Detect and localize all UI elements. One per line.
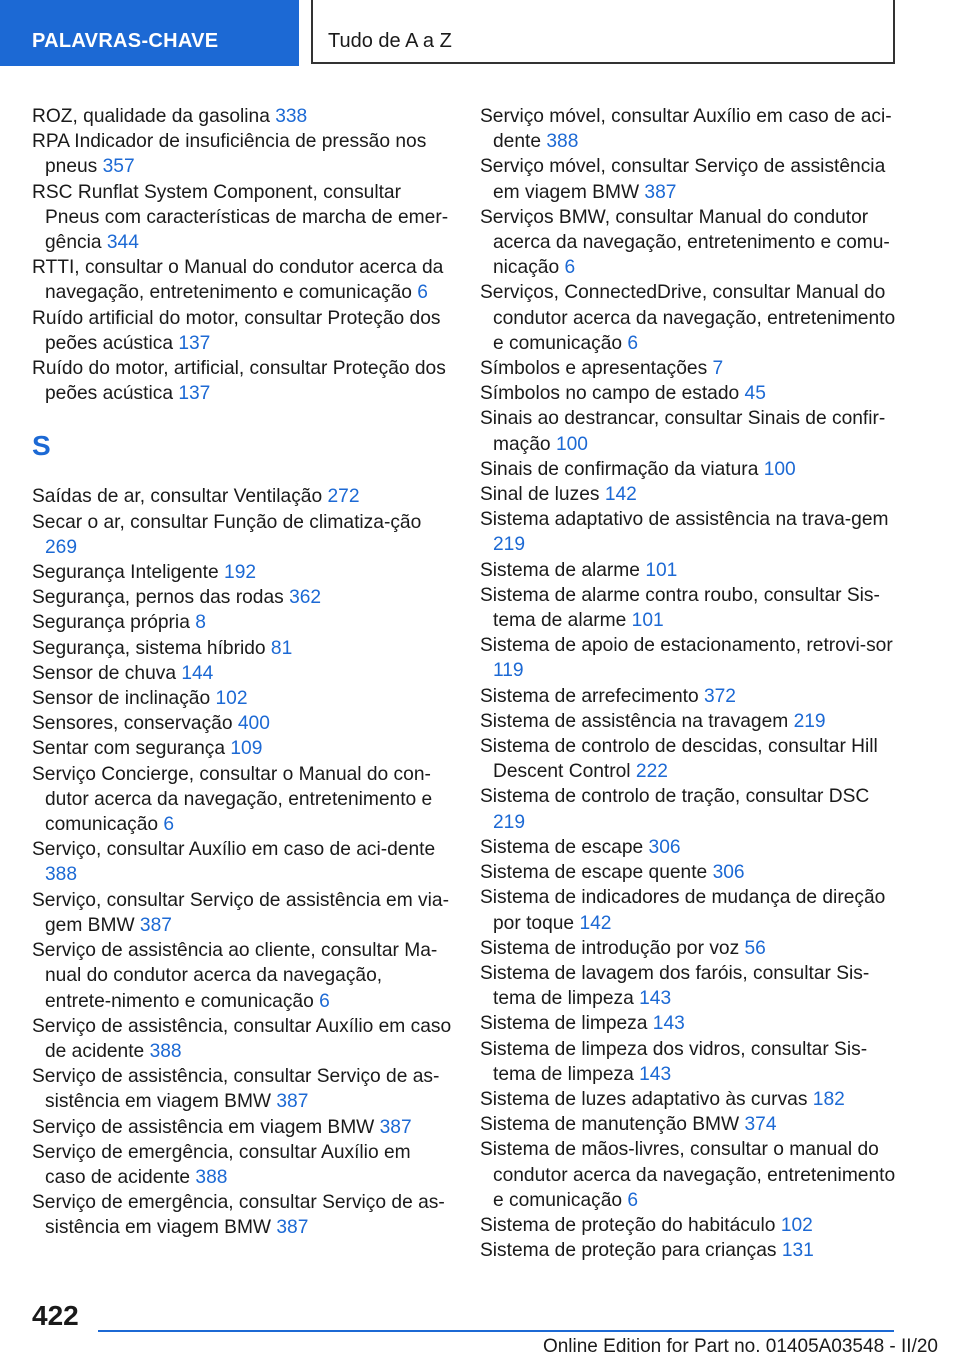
page-link[interactable]: 142 [579, 912, 612, 934]
page-link[interactable]: 6 [163, 814, 175, 836]
index-entry [480, 1213, 900, 1238]
entry-text: Sistema de manutenção BMW [480, 1114, 740, 1136]
page-link[interactable]: 6 [627, 1189, 639, 1211]
entry-text: Serviço Concierge, consultar o Manual do con-dutor acerca da navegação, entretenimento e comunicação [32, 763, 433, 836]
entry-text: Sistema de apoio de estacionamento, retrovi-sor [480, 635, 893, 657]
entry-text: Sistema de escape quente [480, 862, 708, 884]
entry-text: Segurança, sistema híbrido [32, 637, 266, 659]
page-link[interactable]: 222 [635, 761, 668, 783]
index-entry [480, 734, 900, 784]
entry-text: Sistema de limpeza dos vidros, consultar Sis-tema de limpeza [480, 1038, 868, 1085]
entry-text: Sistema de mãos-livres, consultar o manual do condutor acerca da navegação, entretenimento e comunicação [480, 1139, 896, 1211]
page-link[interactable]: 6 [319, 990, 330, 1012]
letter-heading-s: S [32, 430, 51, 462]
entry-text: Sentar com segurança [32, 738, 226, 760]
entry-text: Sistema de alarme [480, 559, 640, 581]
index-entry [32, 1140, 452, 1190]
index-entry [32, 938, 452, 1014]
page-link[interactable]: 6 [627, 332, 639, 354]
page-link[interactable]: 143 [652, 1013, 685, 1035]
index-entry [32, 104, 452, 129]
page-link[interactable]: 338 [275, 106, 308, 127]
page-link[interactable]: 100 [763, 458, 796, 480]
page-link[interactable]: 387 [276, 1217, 309, 1239]
index-entry [480, 1238, 900, 1263]
index-entry [32, 1064, 452, 1114]
entry-text: Sistema de proteção do habitáculo [480, 1214, 776, 1236]
index-group-s-continued [480, 104, 900, 1263]
entry-text: Sensor de chuva [32, 662, 176, 684]
entry-text: Sistema adaptativo de assistência na trava-gem [480, 509, 889, 531]
page-link[interactable]: 100 [555, 433, 588, 455]
page-link[interactable]: 56 [744, 937, 766, 959]
index-entry [32, 888, 452, 938]
entry-text: RTTI, consultar o Manual do condutor acerca da navegação, entretenimento e comunicação [32, 257, 444, 304]
page-link[interactable]: 144 [181, 662, 214, 684]
index-entry [32, 661, 452, 686]
page-link[interactable]: 182 [812, 1088, 845, 1110]
page-link[interactable]: 388 [45, 864, 78, 886]
page-link[interactable]: 137 [178, 332, 211, 354]
index-entry [32, 610, 452, 635]
entry-text: Serviço de emergência, consultar Serviço de as-sistência em viagem BMW [32, 1192, 445, 1239]
index-entry [32, 636, 452, 661]
entry-text: Segurança, pernos das rodas [32, 587, 284, 609]
entry-text: Sistema de proteção para crianças [480, 1240, 777, 1262]
page-link[interactable]: 45 [744, 383, 766, 405]
entry-text: ROZ, qualidade da gasolina [32, 106, 270, 127]
entry-text: Segurança Inteligente [32, 562, 219, 584]
entry-text: Ruído do motor, artificial, consultar Proteção dos peões acústica [32, 358, 446, 405]
index-entry [480, 406, 900, 456]
index-entry [480, 154, 900, 204]
index-column-right [480, 104, 900, 1263]
entry-text: Serviço de assistência, consultar Serviço de as-sistência em viagem BMW [32, 1066, 440, 1113]
entry-text: Serviço de assistência, consultar Auxílio em caso de acidente [32, 1015, 452, 1062]
index-entry [32, 1014, 452, 1064]
index-entry [32, 837, 452, 887]
entry-text: Sistema de assistência na travagem [480, 710, 789, 732]
section-tab-keywords[interactable]: PALAVRAS-CHAVE [0, 0, 299, 66]
index-entry [480, 1112, 900, 1137]
entry-text: Sistema de luzes adaptativo às curvas [480, 1088, 808, 1110]
entry-text: Sensor de inclinação [32, 688, 211, 710]
entry-text: Sistema de controlo de tração, consultar DSC [480, 786, 870, 808]
page-link[interactable]: 372 [703, 685, 736, 707]
entry-text: Sistema de limpeza [480, 1013, 648, 1035]
entry-text: Serviço móvel, consultar Serviço de assistência em viagem BMW [480, 156, 886, 203]
entry-text: Símbolos no campo de estado [480, 383, 740, 405]
page-header [0, 0, 960, 66]
page-link[interactable]: 143 [639, 1063, 672, 1085]
index-entry [32, 510, 452, 560]
index-entry [480, 583, 900, 633]
index-column-left [32, 104, 452, 1241]
page-link[interactable]: 8 [195, 612, 206, 634]
page-link[interactable]: 7 [712, 358, 724, 380]
entry-text: Sinais ao destrancar, consultar Sinais de confir-mação [480, 408, 886, 455]
index-entry [32, 1115, 452, 1140]
index-entry [480, 356, 900, 381]
entry-text: Serviço de assistência ao cliente, consultar Ma-nual do condutor acerca da navegação, entrete-nimento e comunicação [32, 940, 438, 1012]
entry-text: Sistema de controlo de descidas, consultar Hill Descent Control [480, 736, 878, 783]
index-entry [480, 860, 900, 885]
page-link[interactable]: 269 [45, 536, 78, 558]
entry-text: Sistema de lavagem dos faróis, consultar Sis-tema de limpeza [480, 962, 870, 1010]
entry-text: Ruído artificial do motor, consultar Proteção dos peões acústica [32, 307, 441, 354]
index-entry [480, 205, 900, 281]
page-link[interactable]: 81 [270, 637, 293, 659]
page-link[interactable]: 387 [644, 181, 677, 203]
index-entry [480, 885, 900, 935]
page-link[interactable]: 101 [645, 559, 678, 581]
page-number: 422 [32, 1300, 79, 1331]
index-group-r [32, 104, 452, 406]
index-entry [480, 835, 900, 860]
page-link[interactable]: 272 [327, 486, 360, 508]
entry-text: Símbolos e apresentações [480, 358, 708, 380]
index-entry [32, 484, 452, 509]
entry-text: Sistema de introdução por voz [480, 937, 740, 959]
entry-text: Serviço de assistência em viagem BMW [32, 1116, 375, 1138]
index-entry [480, 507, 900, 557]
page-link[interactable]: 400 [237, 713, 270, 735]
page-link[interactable]: 362 [289, 587, 322, 609]
entry-text: RPA Indicador de insuficiência de pressão nos pneus [32, 131, 427, 178]
page-link[interactable]: 306 [712, 862, 745, 884]
index-entry [480, 1087, 900, 1112]
page-link[interactable]: 357 [102, 156, 135, 178]
page-link[interactable]: 344 [106, 232, 139, 254]
page-link[interactable]: 388 [149, 1040, 182, 1062]
index-entry [480, 280, 900, 356]
page-link[interactable]: 6 [564, 257, 576, 279]
page-link[interactable]: 102 [215, 688, 248, 710]
page-link[interactable]: 388 [546, 131, 579, 153]
edition-note: Online Edition for Part no. 01405A03548 - II/20 [542, 1336, 938, 1357]
entry-text: Serviço, consultar Serviço de assistência em via-gem BMW [32, 889, 449, 936]
index-group-s [32, 484, 452, 1240]
index-entry [480, 1011, 900, 1036]
page-link[interactable]: 388 [195, 1166, 228, 1188]
entry-text: Segurança própria [32, 612, 190, 634]
entry-text: Sinais de confirmação da viatura [480, 458, 759, 480]
entry-text: RSC Runflat System Component, consultar Pneus com características de marcha de emer-gência [32, 181, 449, 254]
entry-text: Serviços, ConnectedDrive, consultar Manual do condutor acerca da navegação, entretenimento e comunicação [480, 282, 896, 354]
entry-text: Sistema de escape [480, 836, 644, 858]
page-link[interactable]: 192 [224, 562, 257, 584]
footer-divider [98, 1330, 894, 1332]
index-entry [480, 1137, 900, 1213]
index-entry [32, 585, 452, 610]
index-entry [480, 709, 900, 734]
index-entry [32, 129, 452, 179]
page-link[interactable]: 306 [648, 836, 681, 858]
page-link[interactable]: 131 [781, 1240, 814, 1262]
page-link[interactable]: 387 [379, 1116, 412, 1138]
page-link[interactable]: 374 [744, 1114, 777, 1136]
entry-text: Sistema de alarme contra roubo, consultar Sis-tema de alarme [480, 584, 880, 632]
entry-text: Sistema de arrefecimento [480, 685, 699, 707]
entry-text: Serviço, consultar Auxílio em caso de aci-dente [32, 839, 436, 861]
page-link[interactable]: 119 [493, 660, 524, 682]
page-link[interactable]: 219 [793, 710, 826, 732]
page-link[interactable]: 101 [631, 610, 664, 632]
index-entry [32, 306, 452, 356]
index-entry [480, 684, 900, 709]
entry-text: Serviço móvel, consultar Auxílio em caso de aci-dente [480, 106, 892, 153]
page-link[interactable]: 142 [604, 484, 637, 506]
entry-text: Serviço de emergência, consultar Auxílio em caso de acidente [32, 1141, 411, 1188]
index-entry [480, 457, 900, 482]
entry-text: Sinal de luzes [480, 484, 600, 506]
index-entry [32, 180, 452, 256]
index-entry [32, 711, 452, 736]
index-entry [32, 762, 452, 838]
entry-text: Saídas de ar, consultar Ventilação [32, 486, 323, 508]
entry-text: Serviços BMW, consultar Manual do condutor acerca da navegação, entretenimento e comu-nicação [480, 206, 890, 279]
page-link[interactable]: 143 [639, 988, 672, 1010]
page-link[interactable]: 6 [417, 282, 428, 304]
page-link[interactable]: 109 [230, 738, 263, 760]
index-entry [480, 482, 900, 507]
page-link[interactable]: 387 [139, 914, 172, 936]
index-entry [480, 936, 900, 961]
page-link[interactable]: 219 [493, 811, 526, 833]
index-entry [32, 686, 452, 711]
entry-text: Secar o ar, consultar Função de climatiza-ção [32, 511, 422, 533]
index-entry [32, 560, 452, 585]
page-link[interactable]: 137 [178, 383, 211, 405]
page-link[interactable]: 219 [493, 534, 526, 556]
index-entry [480, 104, 900, 154]
index-entry [480, 1037, 900, 1087]
index-entry [480, 633, 900, 683]
index-entry [480, 381, 900, 406]
page-link[interactable]: 387 [276, 1091, 309, 1113]
index-entry [480, 558, 900, 583]
page-link[interactable]: 102 [780, 1214, 813, 1236]
index-entry [32, 255, 452, 305]
index-entry [32, 736, 452, 761]
header-title: Tudo de A a Z [311, 0, 895, 64]
index-entry [32, 1190, 452, 1240]
index-entry [480, 784, 900, 834]
entry-text: Sensores, conservação [32, 713, 233, 735]
index-entry [32, 356, 452, 406]
index-entry [480, 961, 900, 1011]
entry-text: Sistema de indicadores de mudança de direção por toque [480, 887, 886, 934]
